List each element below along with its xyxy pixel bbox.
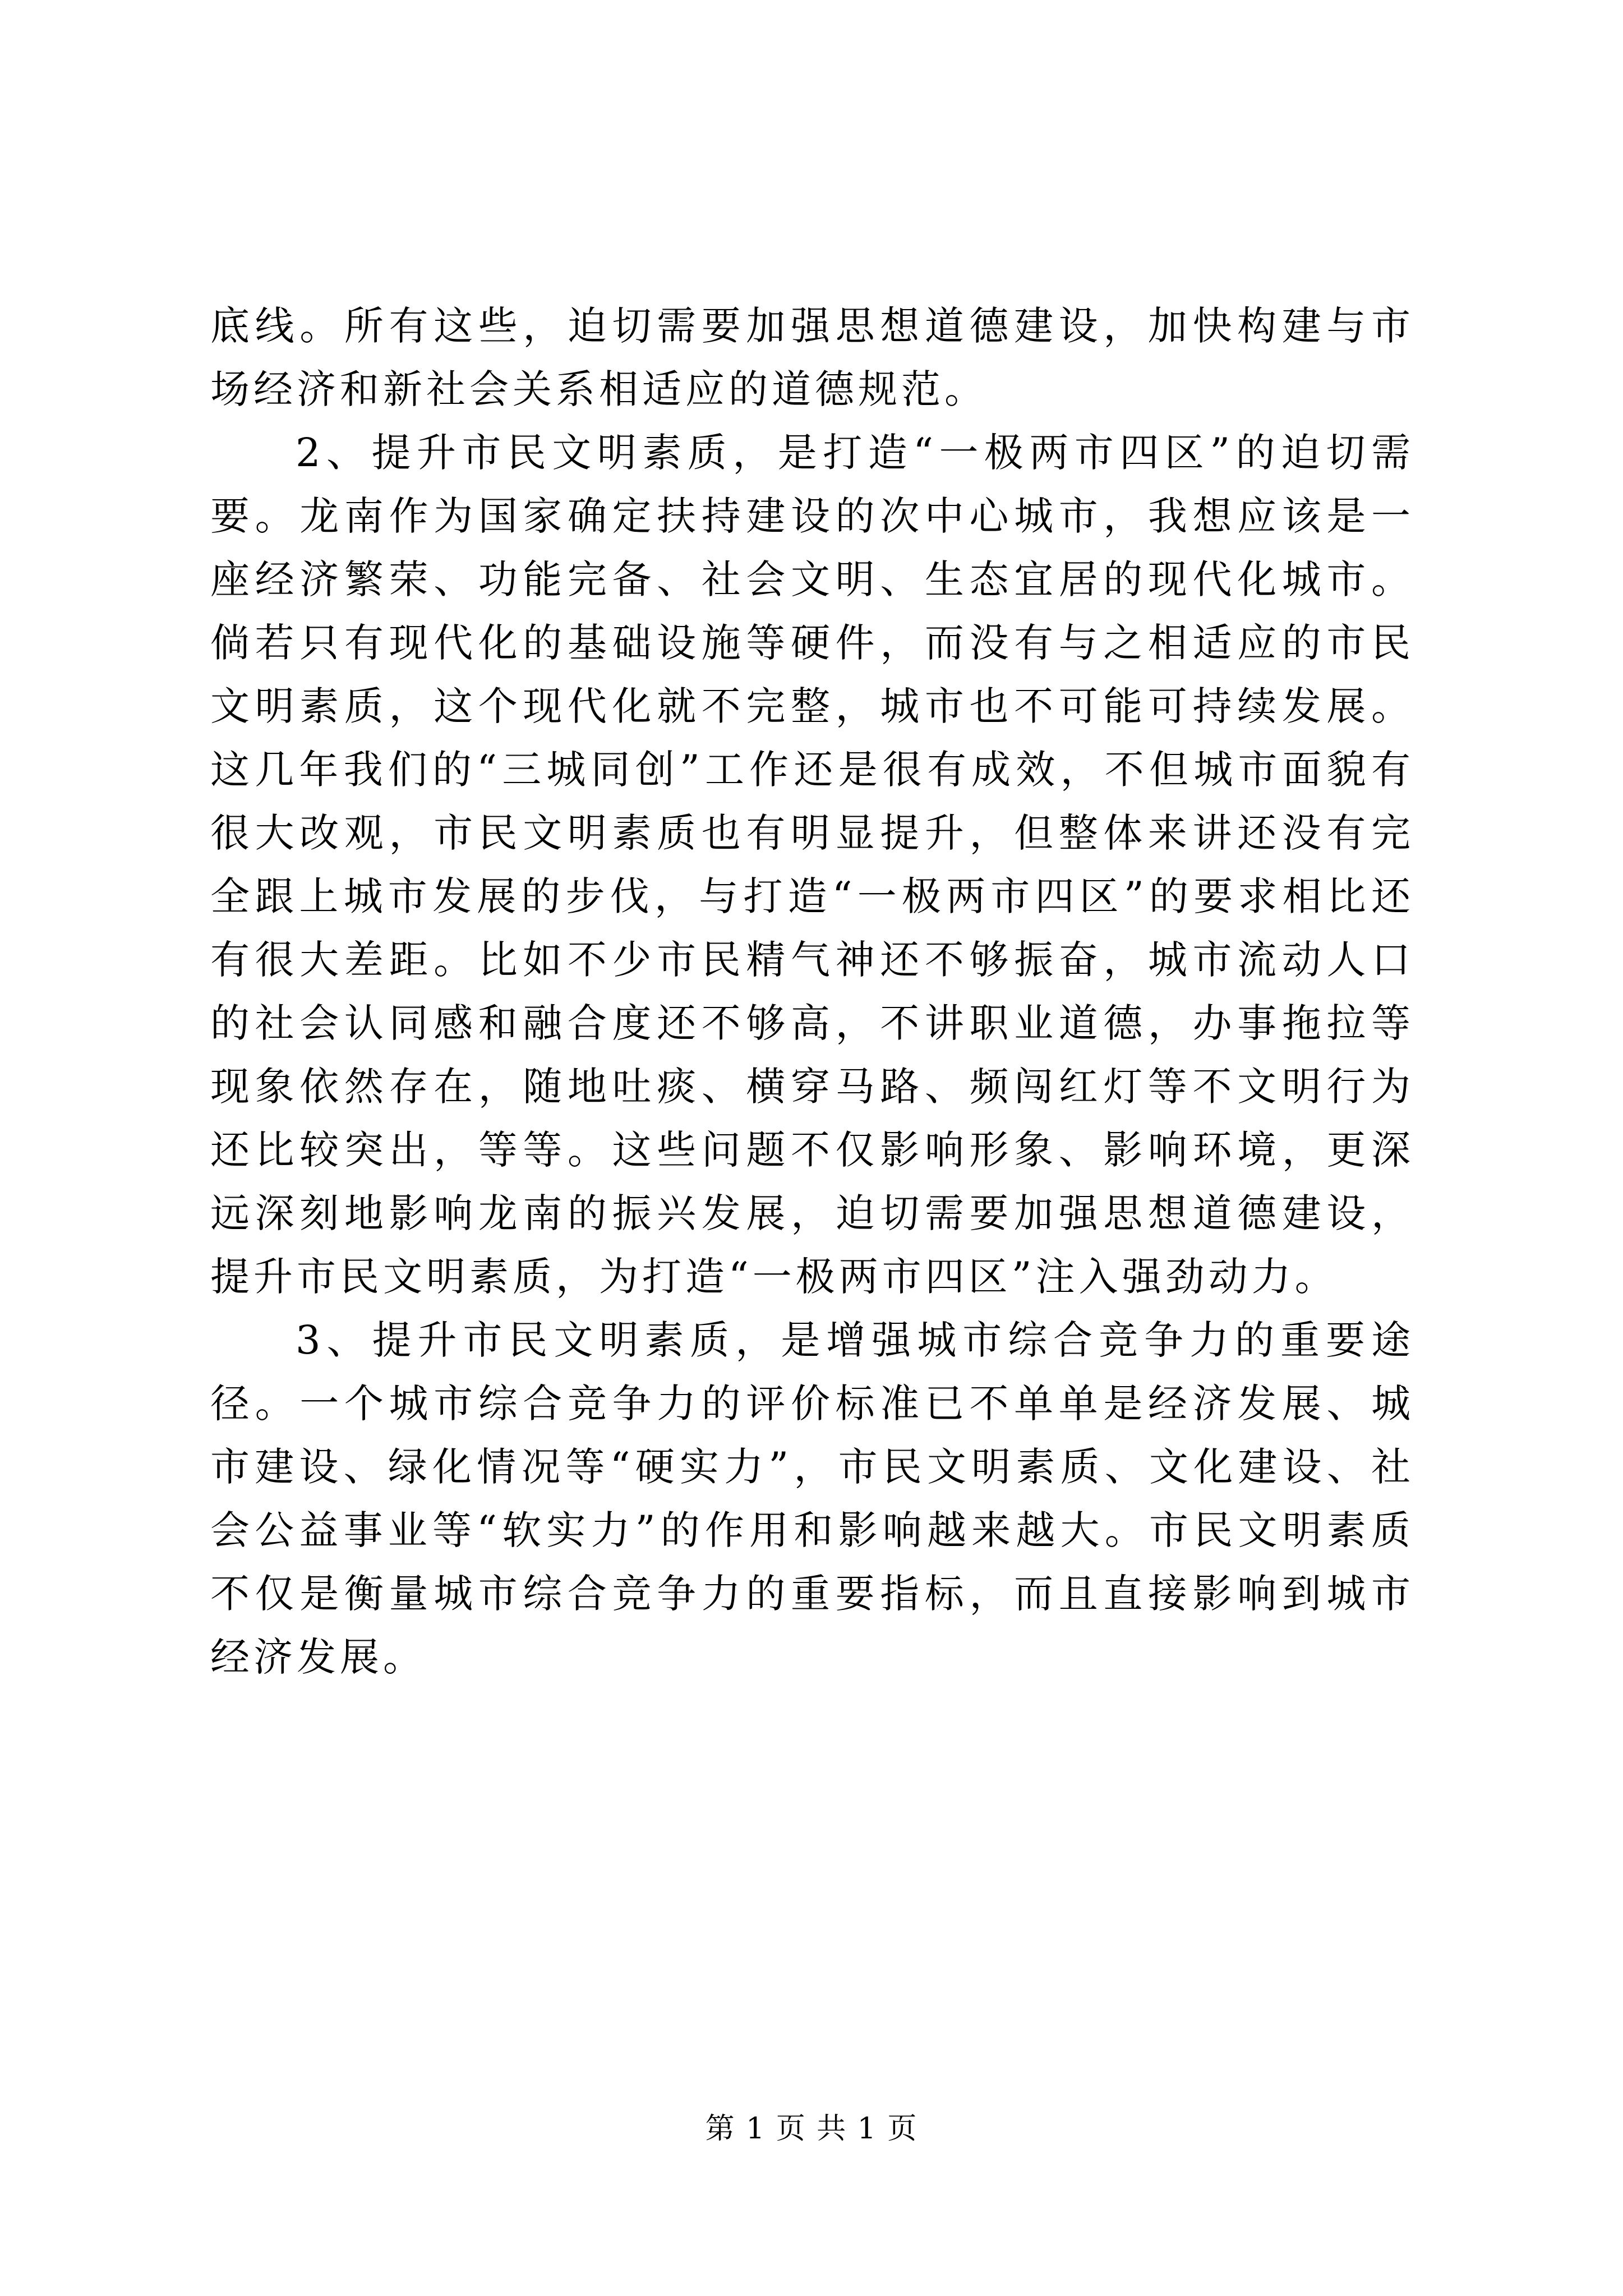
paragraph-point-2: 2、提升市民文明素质，是打造“一极两市四区”的迫切需要。龙南作为国家确定扶持建设的次中心城市，我想应该是一座经济繁荣、功能完备、社会文明、生态宜居的现代化城市。倘若只有现代化的基础设施等硬件，而没有与之相适应的市民文明素质，这个现代化就不完整，城市也不可能可持续发展。这几年我们的“三城同创”工作还是很有成效，不但城市面貌有很大改观，市民文明素质也有明显提升，但整体来讲还没有完全跟上城市发展的步伐，与打造“一极两市四区”的要求相比还有很大差距。比如不少市民精气神还不够振奋，城市流动人口的社会认同感和融合度还不够高，不讲职业道德，办事拖拉等现象依然存在，随地吐痰、横穿马路、频闯红灯等不文明行为还比较突出，等等。这些问题不仅影响形象、影响环境，更深远深刻地影响龙南的振兴发展，迫切需要加强思想道德建设，提升市民文明素质，为打造“一极两市四区”注入强劲动力。	[210, 430, 1414, 1300]
paragraph-continuation: 底线。所有这些，迫切需要加强思想道德建设，加快构建与市场经济和新社会关系相适应的道德规范。	[210, 303, 1414, 412]
document-body	[210, 295, 1414, 1689]
paragraph-point-3: 3、提升市民文明素质，是增强城市综合竞争力的重要途径。一个城市综合竞争力的评价标准已不单单是经济发展、城市建设、绿化情况等“硬实力”，市民文明素质、文化建设、社会公益事业等“软实力”的作用和影响越来越大。市民文明素质不仅是衡量城市综合竞争力的重要指标，而且直接影响到城市经济发展。	[210, 1317, 1414, 1680]
page-number-footer: 第 1 页 共 1 页	[705, 2112, 918, 2146]
